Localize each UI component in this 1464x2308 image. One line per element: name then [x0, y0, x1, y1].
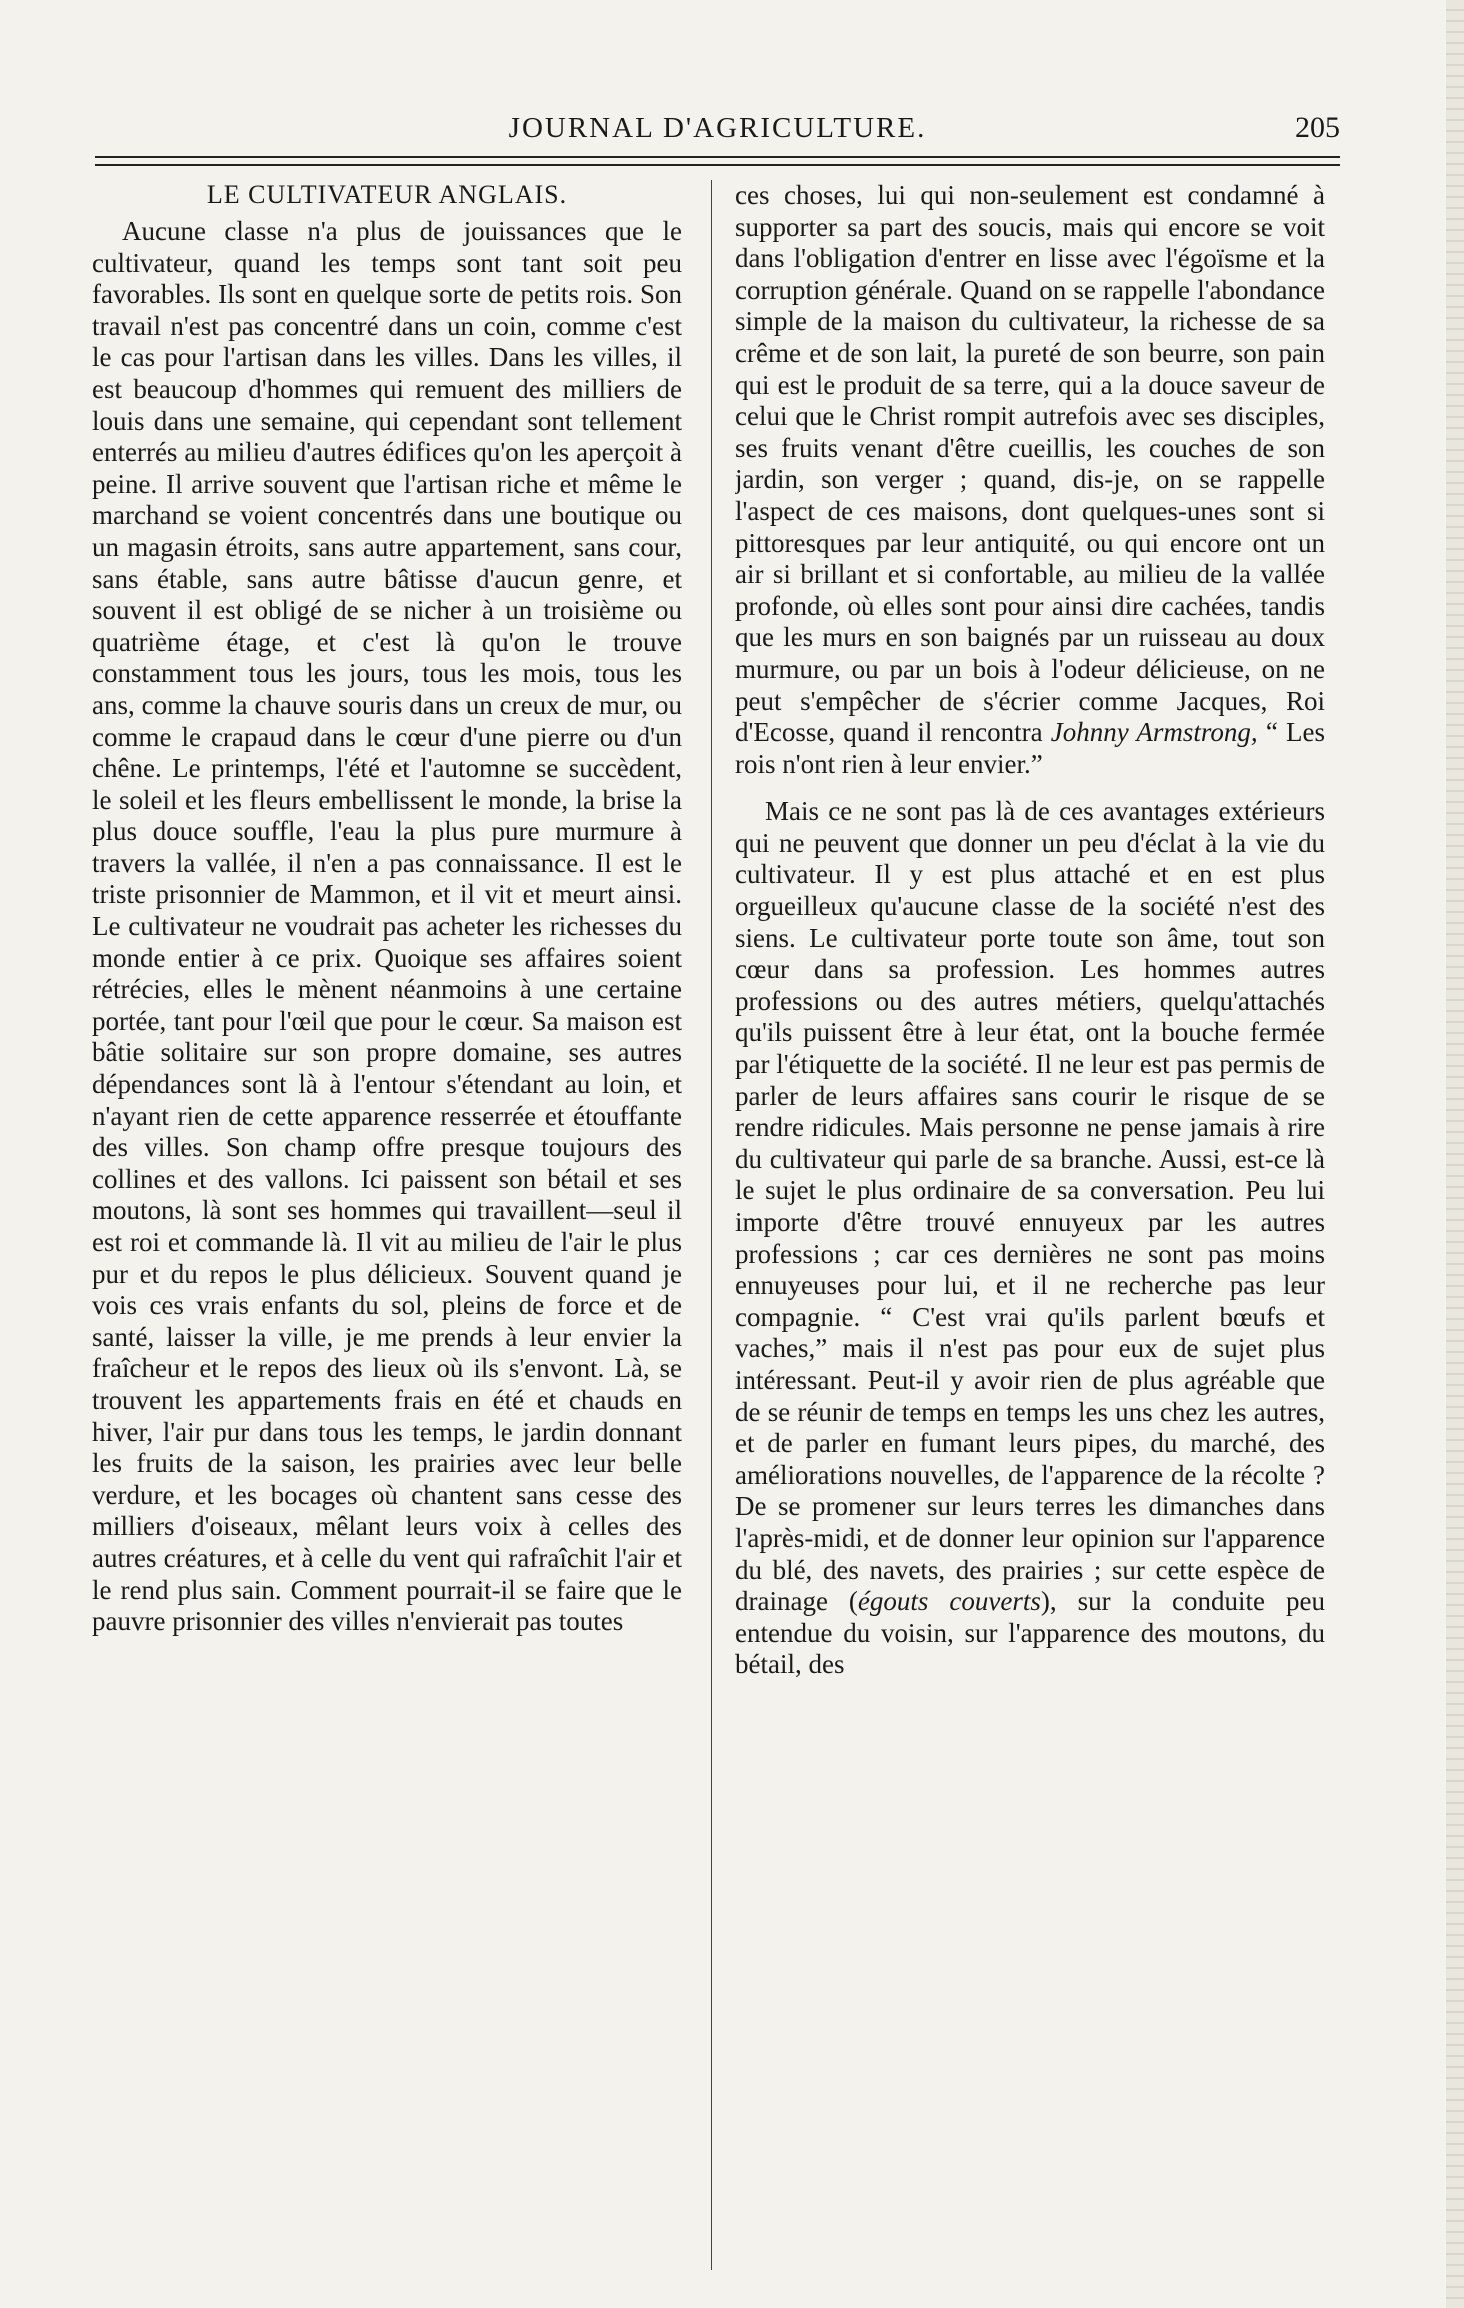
- article-paragraph-2: [735, 796, 1325, 1681]
- page-edge: [1446, 0, 1464, 2308]
- article-title: LE CULTIVATEUR ANGLAIS.: [206, 180, 568, 209]
- left-column: [92, 180, 682, 2270]
- paragraph-text: Mais ce ne sont pas là de ces avantages extérieurs qui ne peuvent que donner un peu d'éclat à la vie du cultivateur. Il y est plus attaché et en est plus orgueilleux qu'aucune classe de la société n'est des siens. Le cultivateur porte toute son âme, tout son cœur dans sa profession. Les hommes autres professions ou des autres métiers, quelqu'attachés qu'ils puissent être à leur état, ont la bouche fermée par l'étiquette de la société. Il ne leur est pas permis de parler de leurs affaires sans courir le risque de se rendre ridicules. Mais personne ne pense jamais à rire du cultivateur qui parle de sa branche. Aussi, est-ce là le sujet le plus ordinaire de sa conversation. Peu lui importe d'être trouvé ennuyeux par les autres professions ; car ces dernières ne sont pas moins ennuyeuses pour lui, et il ne recherche pas leur compagnie. “ C'est vrai qu'ils parlent bœufs et vaches,” mais il n'est pas pour eux de sujet plus intéressant. Peut-il y avoir rien de plus agréable que de se réunir de temps en temps les uns chez les autres, et de parler en fumant leurs pipes, du marché, des améliorations nouvelles, de l'apparence de la récolte ? De se promener sur leurs terres les dimanches dans l'après-midi, et de donner leur opinion sur l'apparence du blé, des navets, des prairies ; sur cette espèce de drainage (: [735, 796, 1325, 1617]
- page-header: [95, 108, 1340, 148]
- italic-term: égouts couverts: [857, 1586, 1041, 1617]
- paragraph-text: “ Les rois n'ont rien à leur envier.”: [735, 717, 1325, 779]
- paragraph-text: ces choses, lui qui non-seulement est condamné à supporter sa part des soucis, mais qui encore se voit dans l'obligation d'entrer en lisse avec l'égoïsme et la corruption générale. Quand on se rappelle l'abondance simple de la maison du cultivateur, la richesse de sa crême et de son lait, la pureté de son beurre, son pain qui est le produit de sa terre, qui a la douce saveur de celui que le Christ rompit autrefois avec ses disciples, ses fruits venant d'être cueillis, les couches de son jardin, son verger ; quand, dis-je, on se rappelle l'aspect de ces maisons, dont quelques-unes sont si pittoresques par leur antiquité, ou qui encore ont un air si brillant et si confortable, au milieu de la vallée profonde, où elles sont pour ainsi dire cachées, tandis que les murs en son baignés par un ruisseau au doux murmure, ou par un bois à l'odeur délicieuse, on ne peut s'empêcher de s'écrier comme Jacques, Roi d'Ecosse, quand il rencontra: [735, 180, 1325, 748]
- page-number: 205: [1295, 111, 1340, 144]
- article-paragraph-1-continued: [735, 180, 1325, 780]
- paragraph-text: ), sur la conduite peu entendue du voisin, sur l'apparence des moutons, du bétail, des: [735, 1586, 1325, 1680]
- header-double-rule: [95, 156, 1340, 166]
- italic-name: Johnny Armstrong,: [1050, 717, 1258, 748]
- journal-title: JOURNAL D'AGRICULTURE.: [508, 112, 927, 144]
- right-column: [735, 180, 1325, 2270]
- article-paragraph-1: Aucune classe n'a plus de jouissances que le cultivateur, quand les temps sont tant soit peu favorables. Ils sont en quelque sorte de petits rois. Son travail n'est pas concentré dans un coin, comme c'est le cas pour l'artisan dans les villes. Dans les villes, il est beaucoup d'hommes qui remuent des milliers de louis dans une semaine, qui cependant sont tellement enterrés au milieu d'autres édifices qu'on les aperçoit à peine. Il arrive souvent que l'artisan riche et même le marchand se voient concentrés dans une boutique ou un magasin étroits, sans autre appartement, sans cour, sans étable, sans autre bâtisse d'aucun genre, et souvent il est obligé de se nicher à un troisième ou quatrième étage, et c'est là qu'on le trouve constamment tous les jours, tous les mois, tous les ans, comme la chauve souris dans un creux de mur, ou comme le crapaud dans le cœur d'une pierre ou d'un chêne. Le printemps, l'été et l'automne se succèdent, le soleil et les fleurs embellissent le monde, la brise la plus douce souffle, l'eau la plus pure murmure à travers la vallée, il n'en a pas connaissance. Il est le triste prisonnier de Mammon, et il vit et meurt ainsi. Le cultivateur ne voudrait pas acheter les richesses du monde entier à ce prix. Quoique ses affaires soient rétrécies, elles le mènent néanmoins à une certaine portée, tant pour l'œil que pour le cœur. Sa maison est bâtie solitaire sur son propre domaine, ses autres dépendances sont là à l'entour s'étendant au loin, et n'ayant rien de cette apparence resserrée et étouffante des villes. Son champ offre presque toujours des collines et des vallons. Ici paissent son bétail et ses moutons, là sont ses hommes qui travaillent—seul il est roi et commande là. Il vit au milieu de l'air le plus pur et du repos le plus délicieux. Souvent quand je vois ces vrais enfants du sol, pleins de force et de santé, laisser la ville, je me prends à leur envier la fraîcheur et le repos des lieux où ils s'envont. Là, se trouvent les appartements frais en été et chauds en hiver, l'air pur dans tous les temps, le jardin donnant les fruits de la saison, les prairies avec leur belle verdure, et les bocages où chantent sans cesse des milliers d'oiseaux, mêlant leurs voix à celles des autres créatures, et à celle du vent qui rafraîchit l'air et le rend plus sain. Comment pourrait-il se faire que le pauvre prisonnier des villes n'envierait pas toutes: [92, 216, 682, 1637]
- column-divider: [711, 180, 712, 2270]
